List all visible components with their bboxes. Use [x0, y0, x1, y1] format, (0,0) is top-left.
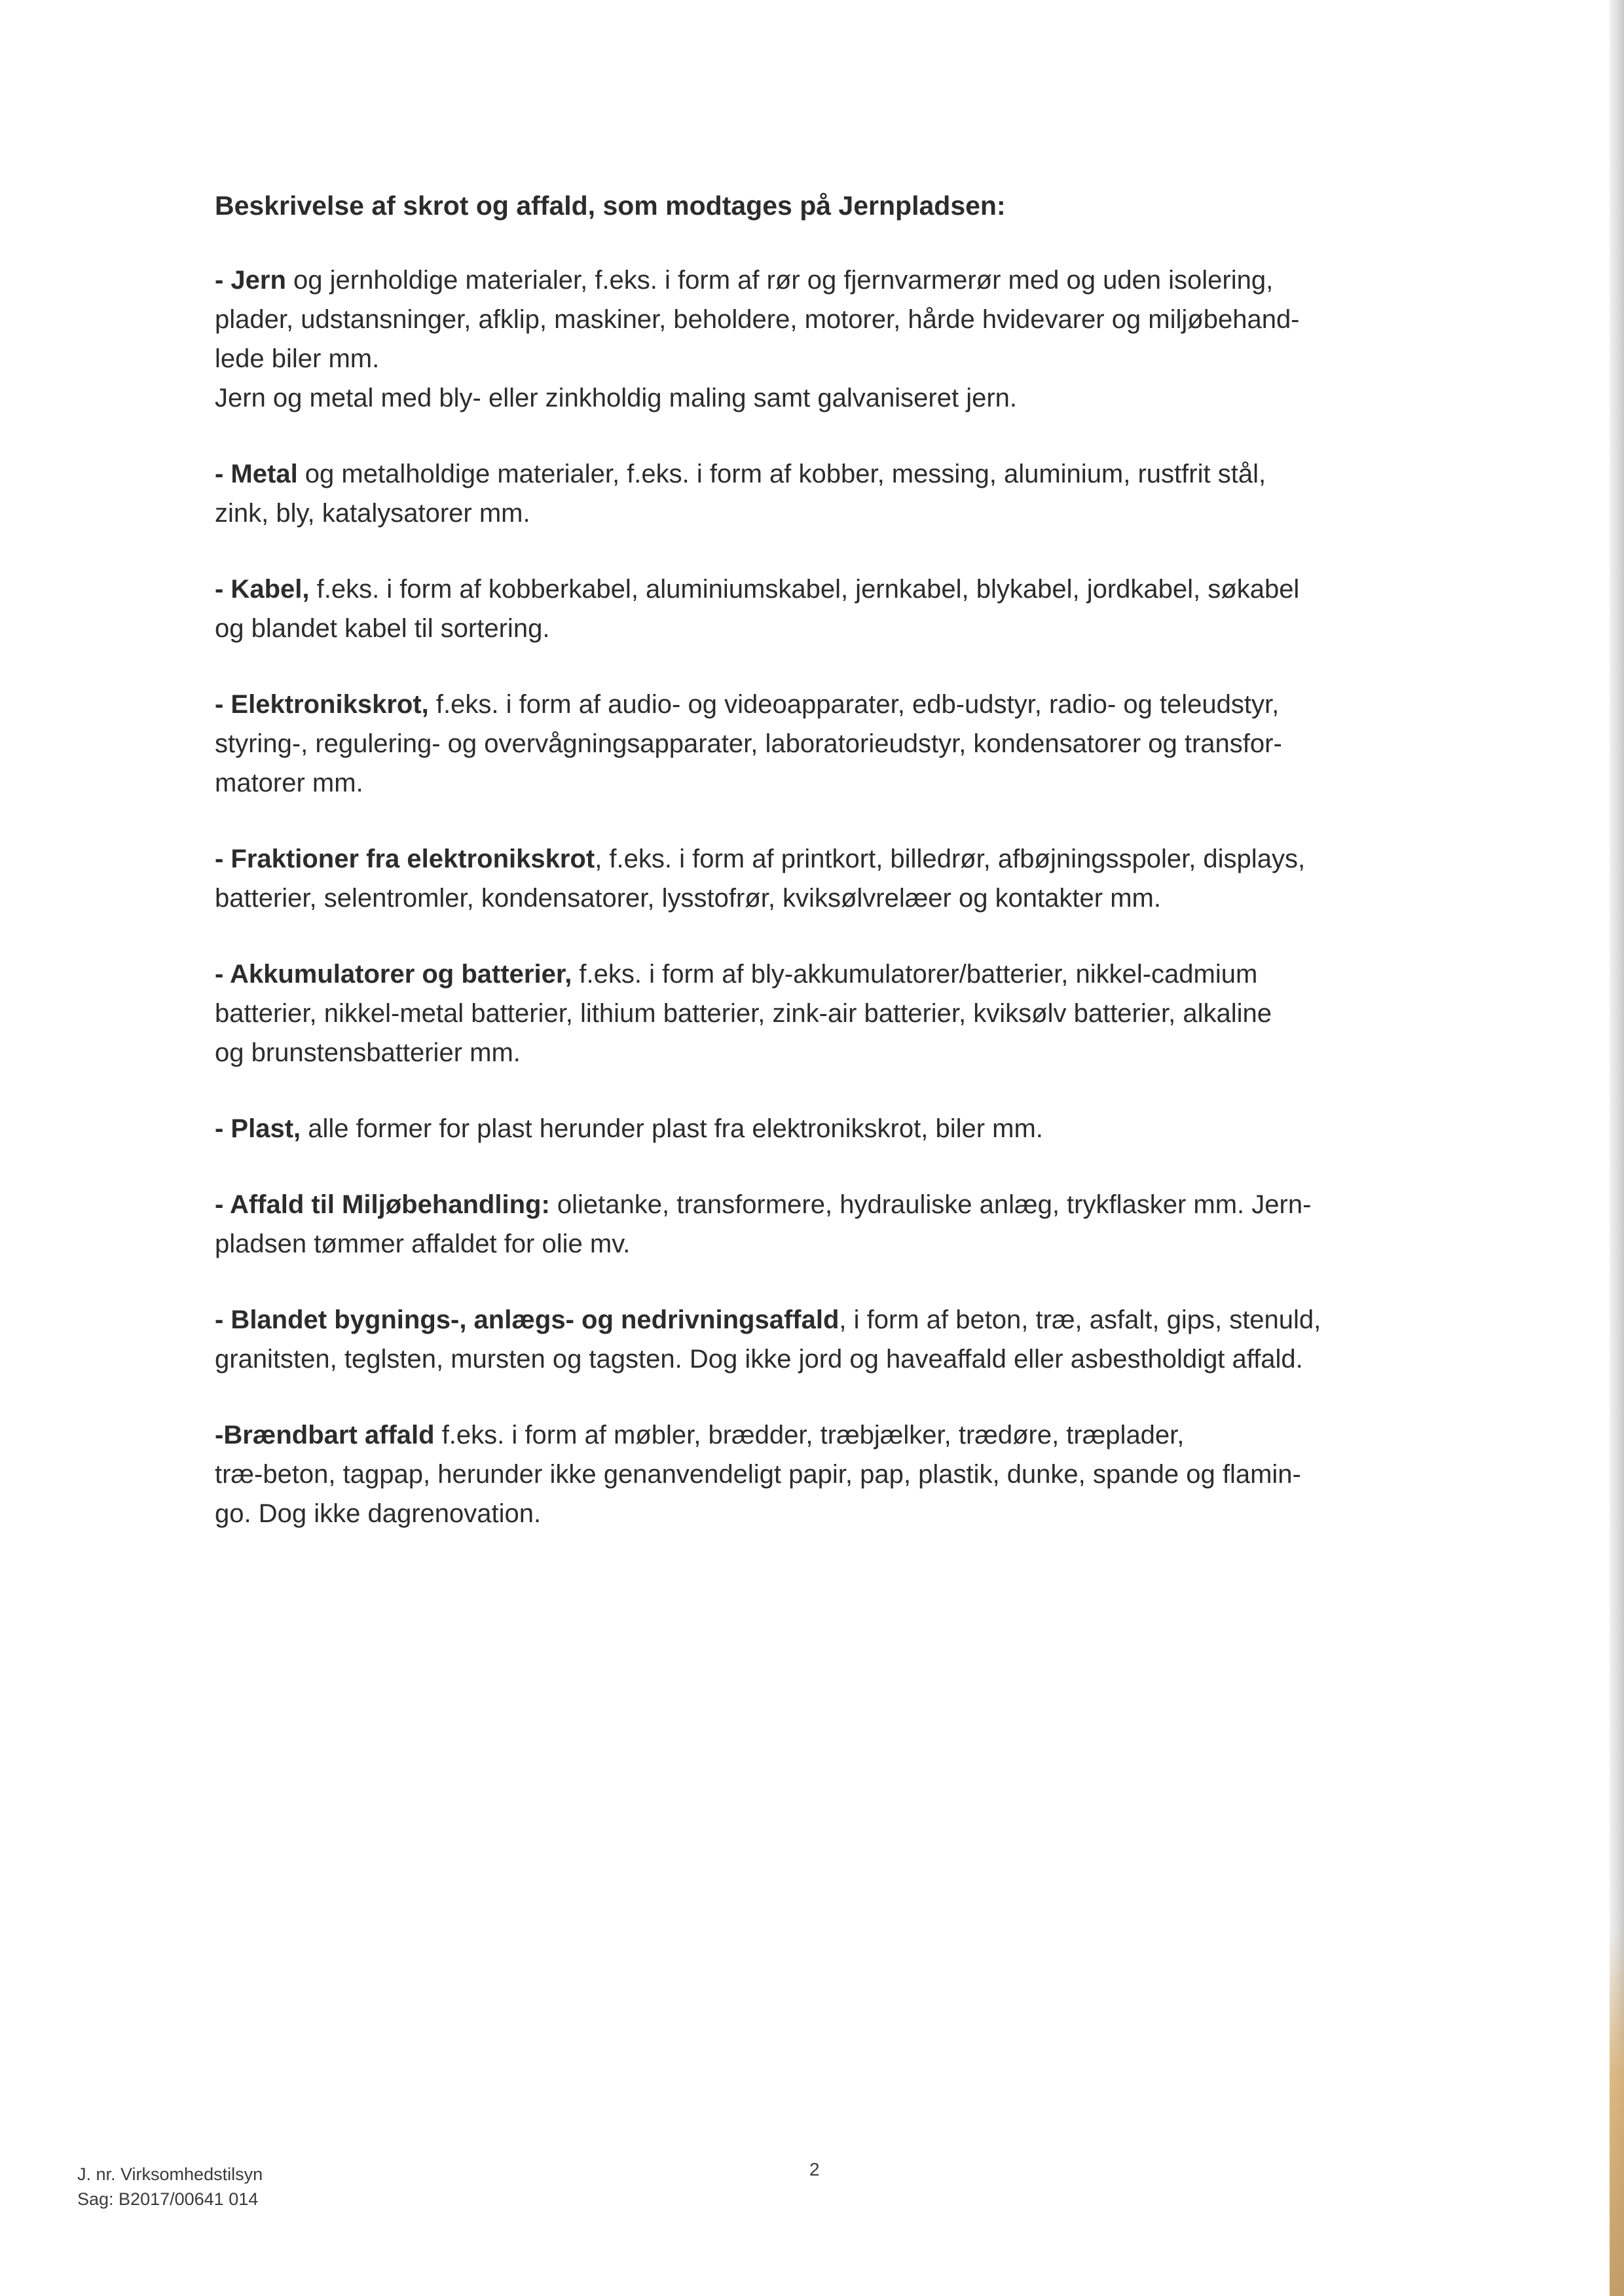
section-lead: - Metal — [215, 460, 298, 488]
section-line: pladsen tømmer affaldet for olie mv. — [215, 1230, 631, 1258]
section-lead: - Kabel, — [215, 575, 310, 604]
section-text: f.eks. i form af møbler, brædder, træbjælker, trædøre, træplader, — [434, 1421, 1185, 1449]
section-elektronikskrot — [215, 685, 1433, 803]
section-line: batterier, nikkel-metal batterier, lithium batterier, zink-air batterier, kviksølv batterier, alkaline — [215, 999, 1272, 1028]
section-lead: - Affald til Miljøbehandling: — [215, 1190, 550, 1219]
section-text: , i form af beton, træ, asfalt, gips, stenuld, — [839, 1305, 1321, 1334]
section-line — [215, 454, 1433, 494]
section-line: matorer mm. — [215, 769, 363, 797]
section-line — [215, 1415, 1433, 1455]
section-text: , f.eks. i form af printkort, billedrør, afbøjningsspoler, displays, — [595, 845, 1306, 873]
section-line: lede biler mm. — [215, 344, 380, 373]
section-braendbart — [215, 1415, 1433, 1533]
section-plast — [215, 1109, 1433, 1148]
section-line — [215, 839, 1433, 879]
section-lead: - Jern — [215, 266, 286, 295]
section-metal — [215, 454, 1433, 533]
section-line — [215, 570, 1433, 609]
section-text: og jernholdige materialer, f.eks. i form af rør og fjernvarmerør med og uden isolering, — [286, 266, 1274, 295]
section-bygningsaffald — [215, 1300, 1433, 1379]
section-line — [215, 1109, 1433, 1148]
section-line — [215, 685, 1433, 724]
section-line: batterier, selentromler, kondensatorer, lysstofrør, kviksølvrelæer og kontakter mm. — [215, 884, 1161, 913]
footer-journal: J. nr. Virksomhedstilsyn — [77, 2164, 263, 2184]
section-line: granitsten, teglsten, mursten og tagsten. Dog ikke jord og haveaffald eller asbestholdigt affald. — [215, 1345, 1303, 1374]
section-lead: - Plast, — [215, 1114, 301, 1143]
section-jern — [215, 261, 1433, 418]
section-line: Jern og metal med bly- eller zinkholdig maling samt galvaniseret jern. — [215, 384, 1017, 412]
section-line — [215, 1300, 1433, 1339]
section-text: f.eks. i form af kobberkabel, aluminiumskabel, jernkabel, blykabel, jordkabel, søkabel — [309, 575, 1300, 604]
section-lead: - Akkumulatorer og batterier, — [215, 960, 572, 989]
page-number: 2 — [809, 2159, 820, 2179]
section-line: og brunstensbatterier mm. — [215, 1038, 521, 1067]
section-kabel — [215, 570, 1433, 648]
section-lead: - Fraktioner fra elektronikskrot — [215, 845, 595, 873]
section-line: zink, bly, katalysatorer mm. — [215, 499, 530, 528]
section-text: f.eks. i form af bly-akkumulatorer/batterier, nikkel-cadmium — [572, 960, 1258, 989]
section-line: træ-beton, tagpap, herunder ikke genanvendeligt papir, pap, plastik, dunke, spande og flamin- — [215, 1460, 1301, 1489]
section-text: f.eks. i form af audio- og videoapparater, edb-udstyr, radio- og teleudstyr, — [428, 690, 1280, 719]
section-line: og blandet kabel til sortering. — [215, 614, 550, 643]
section-line — [215, 1185, 1433, 1224]
section-lead: - Elektronikskrot, — [215, 690, 429, 719]
section-text: olietanke, transformere, hydrauliske anlæg, trykflasker mm. Jern- — [549, 1190, 1312, 1219]
document-title: Beskrivelse af skrot og affald, som modtages på Jernpladsen: — [215, 191, 1006, 221]
footer-reference — [77, 2162, 263, 2212]
section-text: og metalholdige materialer, f.eks. i form af kobber, messing, aluminium, rustfrit stål, — [297, 460, 1266, 488]
section-miljoebehandling — [215, 1185, 1433, 1264]
document-body — [215, 183, 1433, 1570]
footer-case-number: Sag: B2017/00641 014 — [77, 2189, 259, 2209]
section-line — [215, 955, 1433, 994]
section-line: styring-, regulering- og overvågningsapparater, laboratorieudstyr, kondensatorer og transfor- — [215, 729, 1282, 758]
section-text: alle former for plast herunder plast fra elektronikskrot, biler mm. — [301, 1114, 1043, 1143]
section-lead: -Brændbart affald — [215, 1421, 435, 1449]
section-akkumulatorer — [215, 955, 1433, 1072]
section-line: plader, udstansninger, afklip, maskiner, beholdere, motorer, hårde hvidevarer og miljøbehand- — [215, 305, 1300, 334]
scanned-page-edge-tint — [1610, 1931, 1624, 2296]
section-lead: - Blandet bygnings-, anlægs- og nedrivningsaffald — [215, 1305, 840, 1334]
section-fraktioner — [215, 839, 1433, 918]
section-line: go. Dog ikke dagrenovation. — [215, 1499, 542, 1528]
section-line — [215, 261, 1433, 300]
